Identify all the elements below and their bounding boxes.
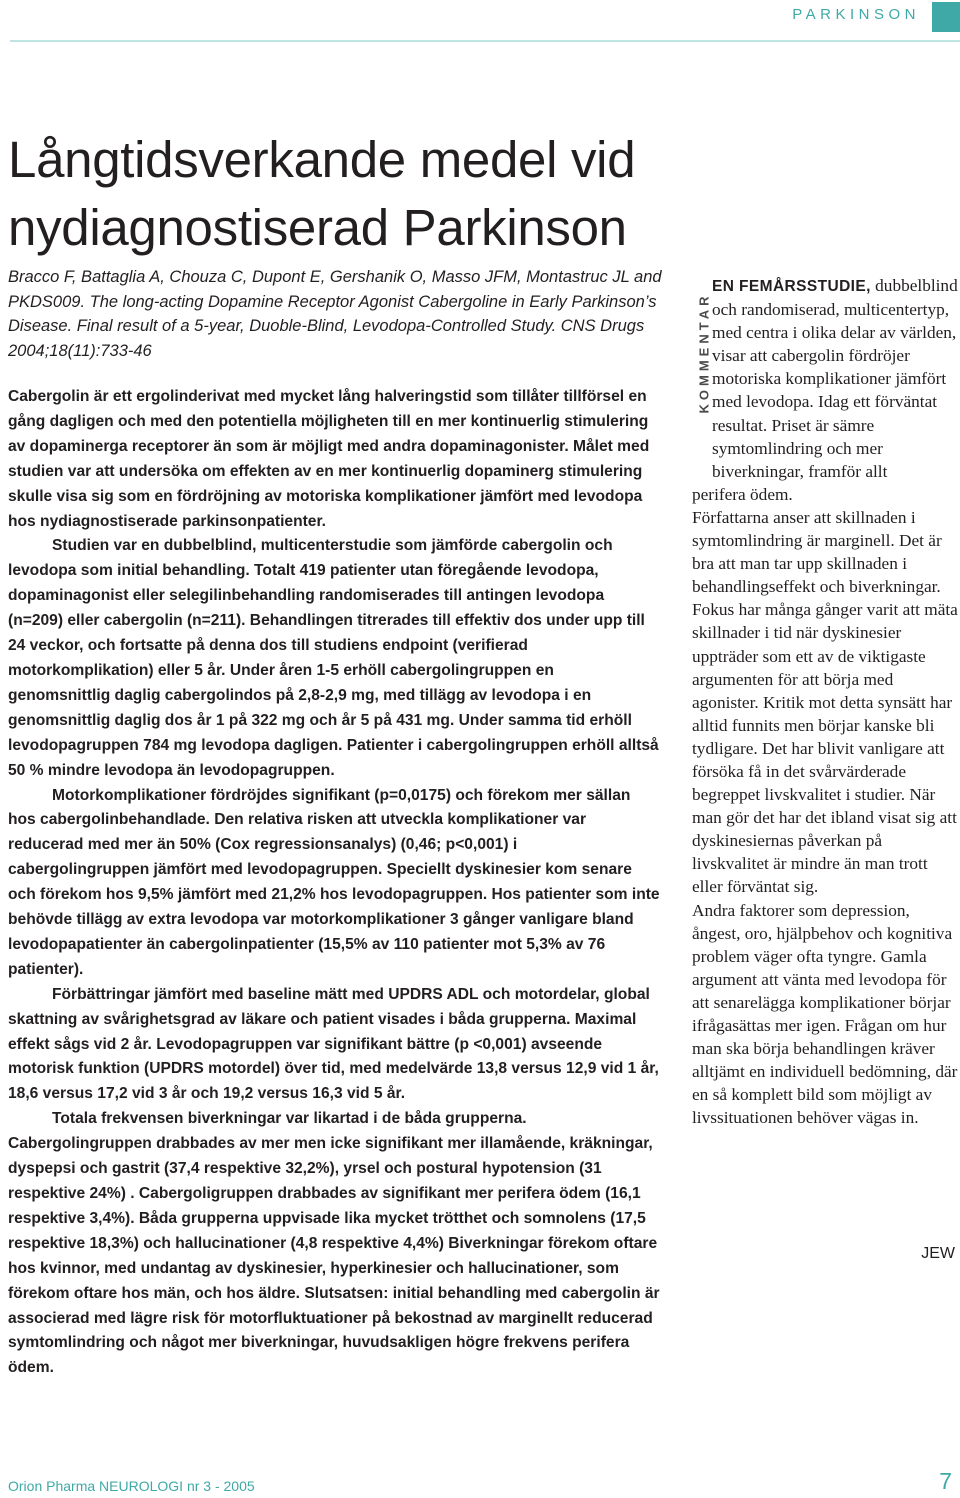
- body-paragraph: Studien var en dubbelblind, multicenterstudie som jämförde cabergolin och levodopa som initial behandling. Totalt 419 patienter utan föregående levodopa, dopaminagonist eller selegilinbehandling randomiserades till antingen levodopa (n=209) eller cabergolin (n=211). Behandlingen titrerades till effektiv dos under upp till 24 veckor, och fortsatte på denna dos till studiens endpoint (verifierad motorkomplikation) eller 5 år. Under åren 1-5 erhöll cabergolingruppen en genomsnittlig daglig cabergolindos på 2,8-2,9 mg, med tillägg av levodopa i en genomsnittlig daglig dos år 1 på 322 mg och år 5 på 431 mg. Under samma tid erhöll levodopagruppen 784 mg levodopa dagligen. Patienter i cabergolingruppen erhöll alltså 50 % mindre levodopa än levodopagruppen.: [8, 537, 659, 779]
- title-line-2: nydiagnostiserad Parkinson: [8, 199, 627, 256]
- citation-title: The long-acting Dopamine Receptor Agonist Cabergoline in Early Parkinson’s Disease. Final result of a 5-year, Duoble-Blind, Levodopa-Controlled Study.: [8, 292, 657, 335]
- page-title: [8, 126, 768, 262]
- citation: [8, 265, 668, 363]
- kommentar-text: dubbelblind och randomiserad, multicentertyp, med centra i olika delar av världen, visar att cabergolin fördröjer motoriska komplikationer jämfört med levodopa. Idag ett förväntat resultat. Priset är sämre symtomlindring och mer biverkningar, framför allt: [712, 276, 958, 481]
- section-label: PARKINSON: [792, 6, 920, 23]
- body-paragraph: Motorkomplikationer fördröjdes signifikant (p=0,0175) och förekom mer sällan hos cabergolinbehandlade. Den relativa risken att utveckla komplikationer var reducerad med mer än 50% (Cox regressionsanalys) (0,46; p<0,001) i cabergolingruppen jämfört med levodopagruppen. Speciellt dyskinesier kom senare och förekom hos 9,5% jämfört med 21,2% hos levodopagruppen. Hos patienter som inte behövde tillägg av extra levodopa var motorkomplikationer 3 gånger vanligare bland levodopapatienter än cabergolinpatienter (15,5% av 110 patienter mot 5,3% av 76 patienter).: [8, 786, 660, 978]
- kommentar-label-text: KOMMENTAR: [696, 292, 712, 414]
- section-color-marker: [932, 2, 960, 32]
- body-paragraph: Totala frekvensen biverkningar var likartad i de båda grupperna. Cabergolingruppen drabbades av mer men icke signifikant mer illamående, kräkningar, dyspepsi och gastrit (37,4 respektive 32,2%), yrsel och postural hypotension (31 respektive 24%) . Cabergoligruppen drabbades av signifikant mer perifera ödem (16,1 respektive 3,4%). Båda grupperna uppvisade lika mycket trötthet och somnolens (17,5 respektive 18,3%) och hallucinationer (4,8 respektive 4,4%) Biverkningar förekom oftare hos kvinnor, med undantag av dyskinesier, hyperkinesier och hallucinationer, som förekom oftare hos män, och hos äldre. Slutsatsen: initial behandling med cabergolin är associerad med lägre risk för motorfluktuationer på bekostnad av marginellt reducerad symtomlindring och något mer biverkningar, huvudsakligen högre frekvens perifera ödem.: [8, 1110, 660, 1377]
- citation-source: CNS Drugs 2004;18(11):733-46: [8, 317, 645, 360]
- kommentar-paragraph: Andra faktorer som depression, ångest, oro, hjälpbehov och kognitiva problem väger ofta tyngre. Gamla argument att vänta med levodopa för att senarelägga komplikationer börjar ifrågasättas mer igen. Frågan om hur man ska börja behandlingen kräver alltjämt en individuell bedömning, där en så komplett bild som möjligt av livssituationen behöver vägas in.: [692, 900, 958, 1128]
- kommentar-paragraph: perifera ödem.: [692, 484, 793, 504]
- kommentar-signature: JEW: [921, 1245, 955, 1262]
- kommentar-paragraph: Författarna anser att skillnaden i symtomlindring är marginell. Det är bra att man tar upp skillnaden i behandlingseffekt och biverkningar. Fokus har många gånger varit att mäta skillnader i tid när dyskinesier uppträder som ett av de viktigaste argumenten för att börja med agonister. Kritik mot detta synsätt har alltid funnits men börjar kanske bli tydligare. Det har blivit vanligare att försöka få in det svårvärderade begreppet livskvalitet i studier. När man gör det har det ibland visat sig att dyskinesiernas påverkan på livskvalitet är mindre än man trott eller förväntat sig.: [692, 507, 958, 897]
- body-paragraph: Cabergolin är ett ergolinderivat med mycket lång halveringstid som tillåter tillförsel en gång dagligen och med den potentiella möjligheten till en mer kontinuerlig stimulering av dopaminerga receptorer än som är möjligt med andra dopaminagonister. Målet med studien var att undersöka om effekten av en mer kontinuerlig dopaminerg stimulering skulle visa sig som en fördröjning av motoriska komplikationer jämfört med levodopa hos nydiagnostiserade parkinsonpatienter.: [8, 388, 650, 530]
- article-body: [8, 385, 660, 1381]
- title-line-1: Långtidsverkande medel vid: [8, 131, 636, 188]
- page-number: 7: [939, 1468, 952, 1494]
- body-paragraph: Förbättringar jämfört med baseline mätt med UPDRS ADL och motordelar, global skattning av svårighetsgrad av läkare och patient visades i båda grupperna. Maximal effekt sågs vid 2 år. Levodopagruppen var signifikant bättre (p <0,001) avseende motorisk funktion (UPDRS motordel) över tid, med medelvärde 13,8 versus 12,9 vid 1 år, 18,6 versus 17,2 vid 3 år och 19,2 versus 16,3 vid 5 år.: [8, 985, 659, 1103]
- citation-authors: Bracco F, Battaglia A, Chouza C, Dupont E, Gershanik O, Masso JFM, Montastruc JL and PKDS009.: [8, 268, 662, 311]
- footer-publication: Orion Pharma NEUROLOGI nr 3 - 2005: [8, 1478, 255, 1494]
- kommentar-paragraph: [692, 274, 959, 483]
- kommentar-lead: EN FEMÅRSSTUDIE,: [712, 278, 871, 295]
- header-divider: [10, 40, 960, 42]
- kommentar-column: [692, 274, 959, 1129]
